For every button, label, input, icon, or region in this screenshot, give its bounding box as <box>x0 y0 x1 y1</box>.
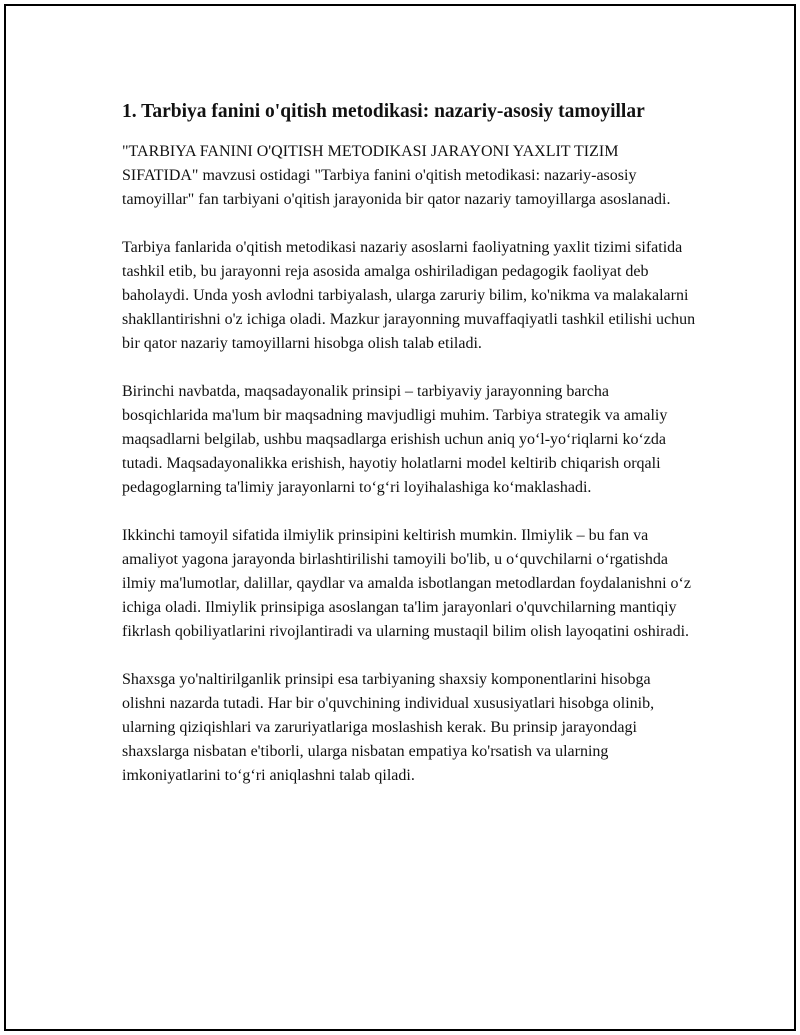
paragraph-purposefulness-principle: Birinchi navbatda, maqsadayonalik prinsipi – tarbiyaviy jarayonning barcha bosqichlarida ma'lum bir maqsadning mavjudligi muhim. Tarbiya strategik va amaliy maqsadlarni belgilab, ushbu maqsadlarga erishish uchun aniq yo‘l-yo‘riqlarni ko‘zda tutadi. Maqsadayonalikka erishish, hayotiy holatlarni model keltirib chiqarish orqali pedagoglarning ta'limiy jarayonlarni to‘g‘ri loyihalashiga ko‘maklashadi. <box>122 383 668 496</box>
document-body <box>122 98 696 812</box>
paragraph-scientific-principle: Ikkinchi tamoyil sifatida ilmiylik prinsipini keltirish mumkin. Ilmiylik – bu fan va amaliyot yagona jarayonda birlashtirilishi tamoyili bo'lib, u o‘quvchilarni o‘rgatishda ilmiy ma'lumotlar, dalillar, qaydlar va amalda isbotlangan metodlardan foydalanishni o‘z ichiga oladi. Ilmiylik prinsipiga asoslangan ta'lim jarayonlari o'quvchilarning mantiqiy fikrlash qobiliyatlarini rivojlantiradi va ularning mustaqil bilim olish layoqatini oshiradi. <box>122 527 691 640</box>
paragraph-intro: "TARBIYA FANINI O'QITISH METODIKASI JARAYONI YAXLIT TIZIM SIFATIDA" mavzusi ostidagi "Tarbiya fanini o'qitish metodikasi: nazariy-asosiy tamoyillar" fan tarbiyani o'qitish jarayonida bir qator nazariy tamoyillarga asoslanadi. <box>122 143 671 208</box>
paragraph-methodology: Tarbiya fanlarida o'qitish metodikasi nazariy asoslarni faoliyatning yaxlit tizimi sifatida tashkil etib, bu jarayonni reja asosida amalga oshiriladigan pedagogik faoliyat deb baholaydi. Unda yosh avlodni tarbiyalash, ularga zaruriy bilim, ko'nikma va malakalarni shakllantirishni o'z ichiga oladi. Mazkur jarayonning muvaffaqiyatli tashkil etilishi uchun bir qator nazariy tamoyillarni hisobga olish talab etiladi. <box>122 239 696 352</box>
document-page <box>4 4 796 1031</box>
paragraph-personal-orientation-principle: Shaxsga yo'naltirilganlik prinsipi esa tarbiyaning shaxsiy komponentlarini hisobga olishni nazarda tutadi. Har bir o'quvchining individual xususiyatlari hisobga olinib, ularning qiziqishlari va zaruriyatlariga moslashish kerak. Bu prinsip jarayondagi shaxslarga nisbatan e'tiborli, ularga nisbatan empatiya ko'rsatish va ularning imkoniyatlarini to‘g‘ri aniqlashni talab qiladi. <box>122 671 655 784</box>
document-title: 1. Tarbiya fanini o'qitish metodikasi: nazariy-asosiy tamoyillar <box>122 101 645 122</box>
